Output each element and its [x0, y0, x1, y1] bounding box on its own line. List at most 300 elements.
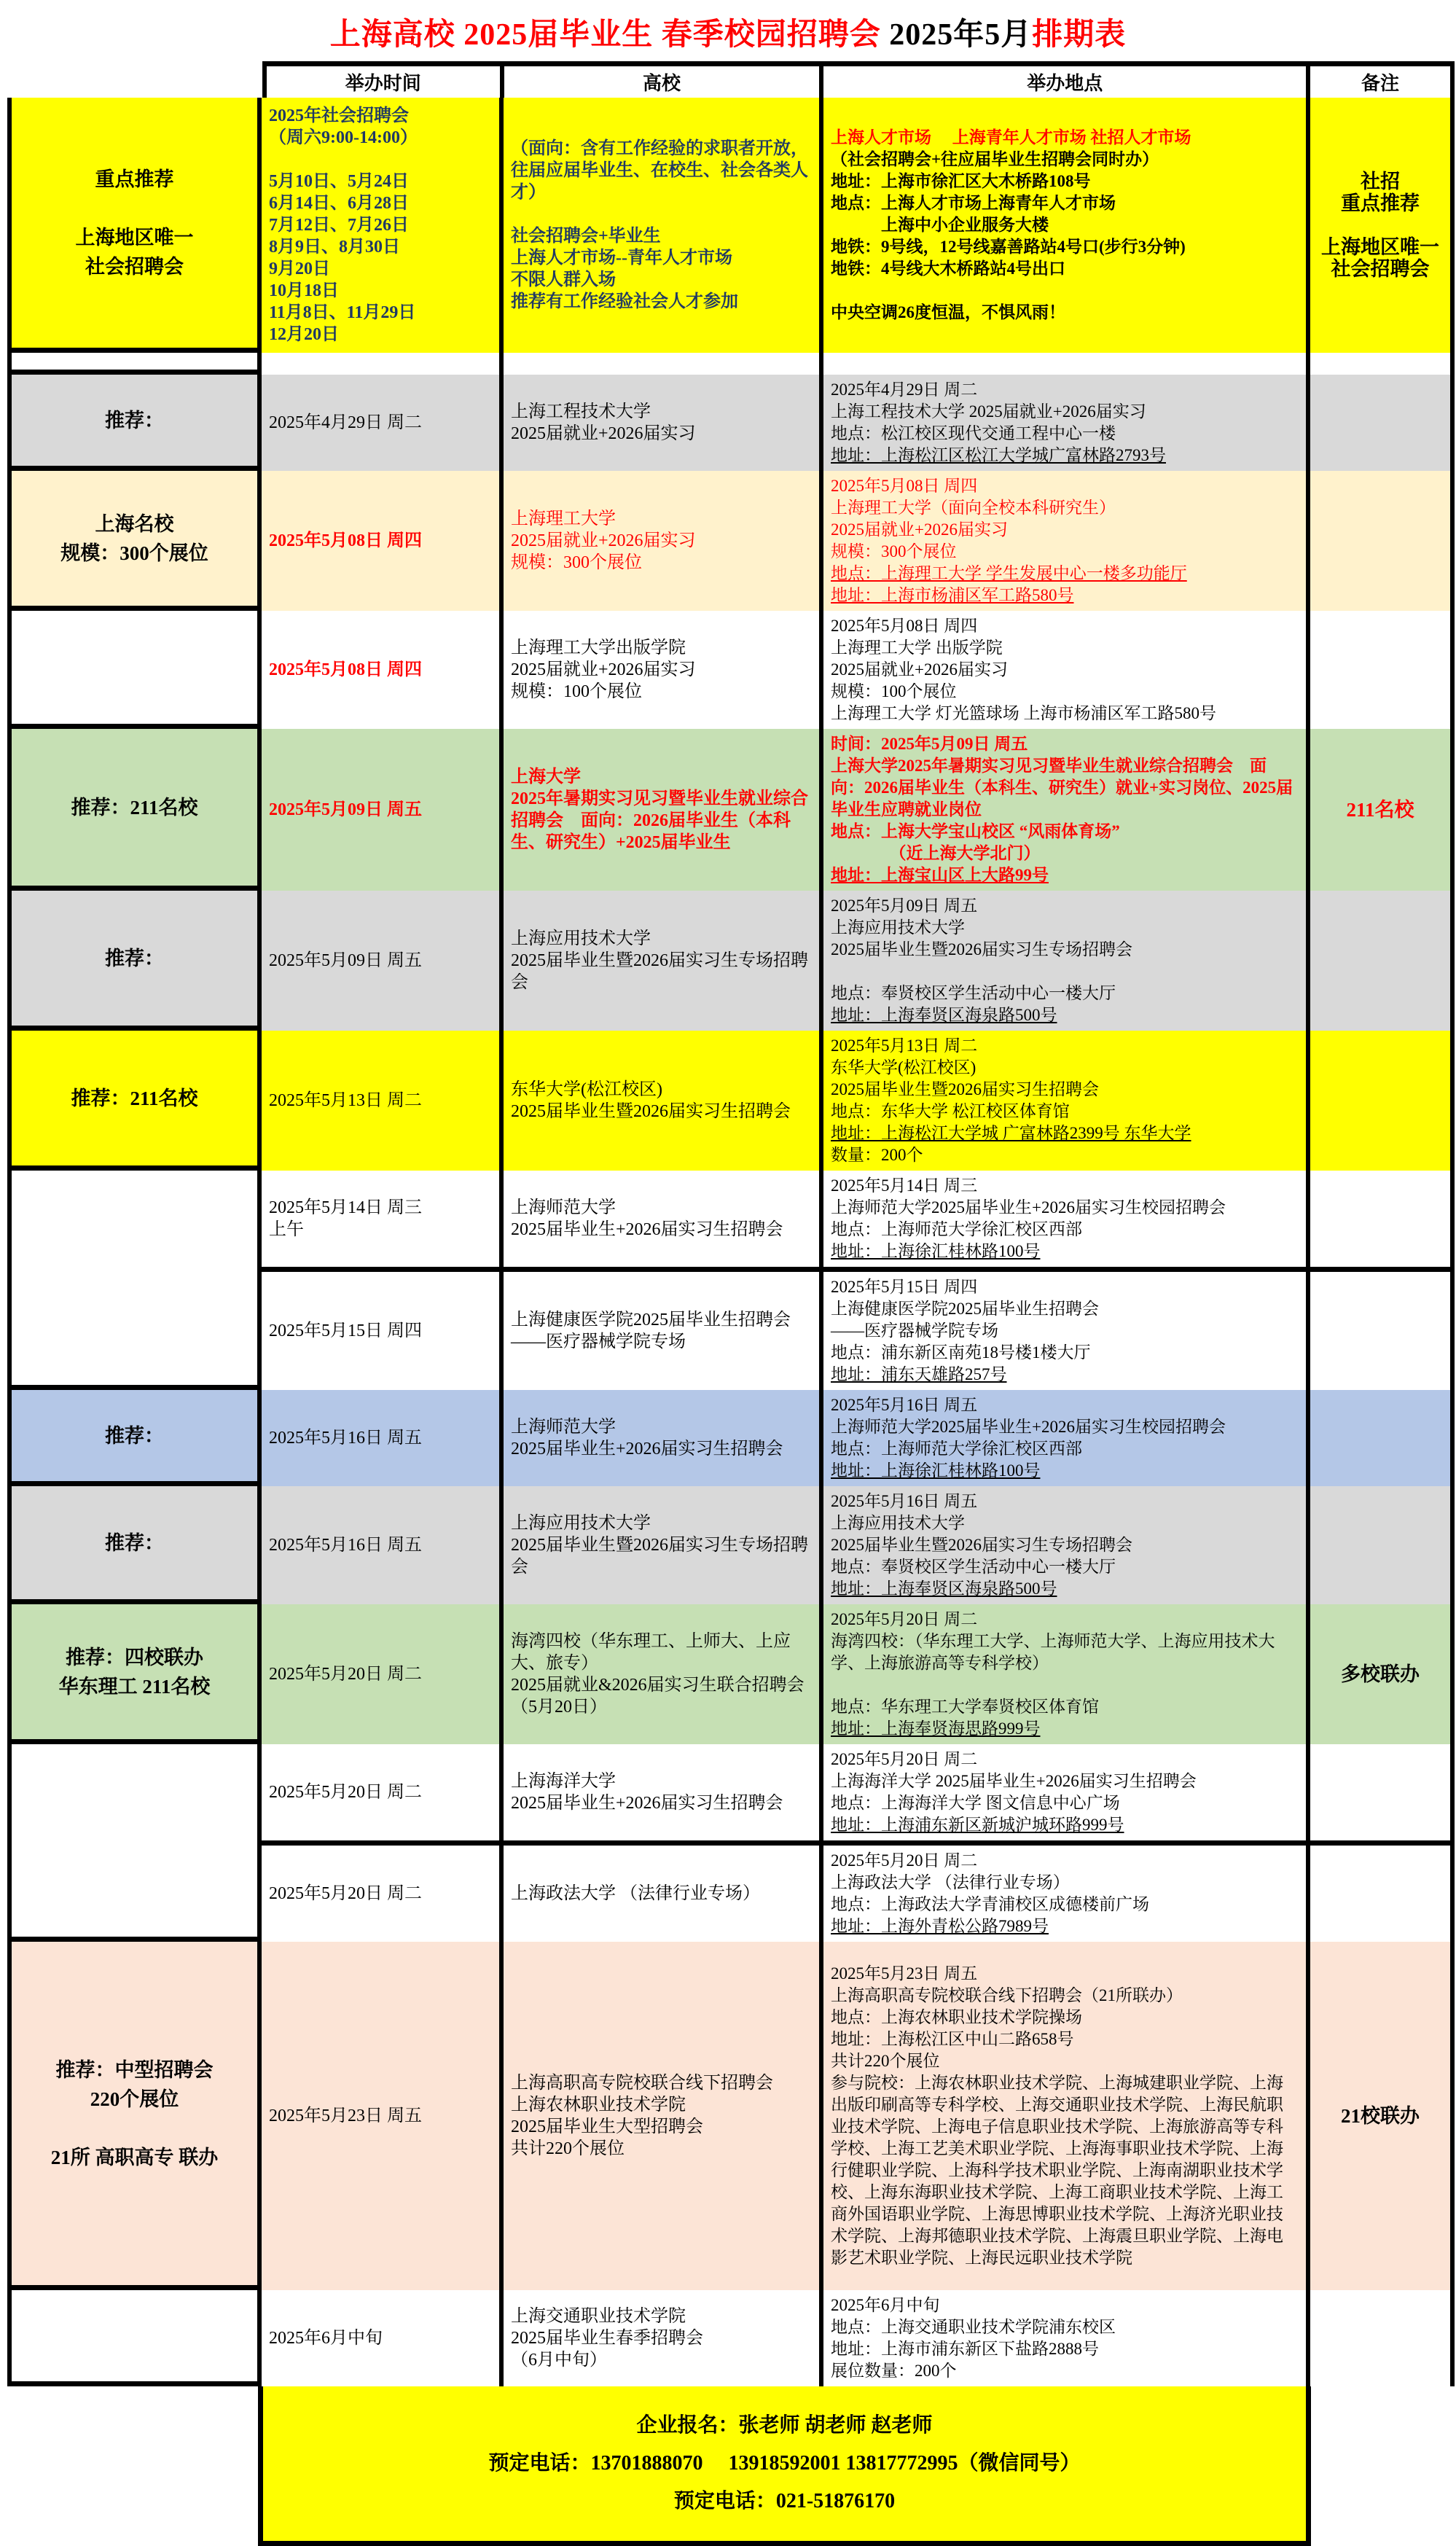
cell-school: [504, 611, 823, 729]
text-line: 上海大学: [511, 768, 581, 786]
recommend-cell: [7, 2290, 262, 2386]
cell-location: [823, 891, 1310, 1031]
text-line: 7月12日、7月26日: [269, 216, 409, 235]
cell-time: [262, 1744, 504, 1840]
text-line: 220个展位: [90, 2088, 179, 2110]
text-line: 2025年5月08日 周四: [831, 617, 978, 635]
text-line: 2025年5月15日 周四: [831, 1278, 978, 1296]
cell-time: [262, 729, 504, 891]
text-line: 2025届毕业生暨2026届实习生招聘会: [831, 1080, 1099, 1098]
text-line: 地址：上海松江大学城 广富林路2399号 东华大学: [831, 1124, 1191, 1142]
cell-school: [504, 1744, 823, 1840]
text-line: （6月中旬）: [511, 2351, 607, 2370]
group-rows: [262, 353, 1455, 375]
cell-time: [262, 2290, 504, 2386]
text-line: 规模：300个展位: [60, 542, 208, 564]
cell-note: [1310, 98, 1455, 353]
text-line: 海湾四校：（华东理工大学、上海师范大学、上海应用技术大学、上海旅游高等专科学校）: [831, 1632, 1275, 1672]
recommend-cell: [7, 471, 262, 611]
text-line: [1378, 214, 1383, 236]
text-line: 地点：上海师范大学徐汇校区西部: [831, 1220, 1082, 1238]
cell-location: [823, 471, 1310, 611]
cell-time: [262, 1942, 504, 2290]
recommend-cell: [7, 375, 262, 471]
group-rows: [262, 1744, 1455, 1942]
table-row: [262, 1604, 1455, 1744]
text-line: 上午: [269, 1220, 304, 1239]
text-line: 上海工程技术大学 2025届就业+2026届实习: [831, 402, 1146, 421]
text-line: 中央空调26度恒温，不惧风雨！: [831, 303, 1065, 321]
text-line: 上海地区唯一社会招聘会: [1321, 236, 1439, 280]
group-rows: [262, 2290, 1455, 2386]
text-line: 地铁：4号线大木桥路站4号出口: [831, 259, 1065, 278]
text-line: 地址：上海松江区中山二路658号: [831, 2030, 1074, 2048]
text-line: 上海健康医学院2025届毕业生招聘会: [831, 1300, 1099, 1318]
cell-school: [504, 1486, 823, 1604]
recommend-cell: [7, 1942, 262, 2290]
text-line: 推荐：211名校: [71, 1087, 198, 1109]
text-line: 地点：上海师范大学徐汇校区西部: [831, 1440, 1082, 1458]
text-line: 社招: [1361, 171, 1400, 192]
table-row: [262, 1267, 1455, 1390]
cell-school: [504, 98, 823, 353]
text-line: 地址：上海松江区松江大学城广富林路2793号: [831, 446, 1166, 464]
text-line: 2025年5月23日 周五: [831, 1964, 978, 1983]
text-line: 社会招聘会: [85, 255, 184, 278]
text-line: 地址：上海市杨浦区军工路580号: [831, 586, 1074, 604]
cell-school: [504, 1272, 823, 1390]
text-line: 2025年5月20日 周二: [831, 1750, 978, 1768]
table-row: [262, 729, 1455, 891]
text-line: 2025届就业+2026届实习: [831, 660, 1008, 679]
row-group: [7, 353, 1455, 375]
text-line: 地址：上海浦东新区新城沪城环路999号: [831, 1816, 1124, 1834]
row-group: [7, 375, 1455, 471]
cell-note: [1310, 375, 1455, 471]
text-line: 21校联办: [1341, 2105, 1420, 2127]
table-row: [262, 353, 1455, 375]
text-line: 10月18日: [269, 281, 339, 300]
text-line: 上海高职高专院校联合线下招聘会（21所联办）: [831, 1986, 1183, 2004]
cell-location: [823, 1272, 1310, 1390]
text-line: 上海海洋大学 2025届毕业生+2026届实习生招聘会: [831, 1772, 1197, 1790]
text-line: 2025年5月20日 周二: [269, 1665, 422, 1684]
row-group: [7, 1744, 1455, 1942]
table-row: [262, 2290, 1455, 2386]
table-row: [262, 98, 1455, 353]
group-rows: [262, 1171, 1455, 1390]
text-line: 地点：上海海洋大学 图文信息中心广场: [831, 1794, 1120, 1812]
text-line: 地址：上海徐汇桂林路100号: [831, 1461, 1041, 1480]
group-rows: [262, 1031, 1455, 1171]
text-line: 海湾四校（华东理工、上师大、上应大、旅专）: [511, 1632, 791, 1673]
text-line: 共计220个展位: [511, 2139, 625, 2158]
text-line: 重点推荐: [1341, 192, 1420, 214]
text-line: 推荐有工作经验社会人才参加: [511, 292, 738, 311]
text-line: 2025年5月09日 周五: [269, 951, 422, 970]
table-row: [262, 471, 1455, 611]
text-line: 2025届就业+2026届实习: [511, 424, 696, 443]
cell-location: [823, 1171, 1310, 1267]
recommend-cell: [7, 1390, 262, 1486]
text-line: 2025届毕业生暨2026届实习生专场招聘会: [831, 1536, 1132, 1554]
text-line: 地址：上海市浦东新区下盐路2888号: [831, 2340, 1099, 2358]
text-line: 上海应用技术大学: [511, 929, 651, 948]
text-line: ——医疗器械学院专场: [831, 1321, 998, 1340]
recommend-cell: [7, 729, 262, 891]
cell-time: [262, 375, 504, 471]
row-group: [7, 1390, 1455, 1486]
text-line: 规模：300个展位: [831, 542, 957, 561]
text-line: 上海高职高专院校联合线下招聘会: [511, 2074, 773, 2093]
text-line: 2025年6月中旬: [831, 2296, 940, 2314]
text-line: 上海理工大学 出版学院: [831, 639, 1003, 657]
text-line: 推荐：: [105, 409, 164, 432]
cell-location: [823, 611, 1310, 729]
text-line: 2025届就业+2026届实习: [831, 520, 1008, 539]
cell-school: [504, 1031, 823, 1171]
text-line: 12月20日: [269, 325, 339, 344]
schedule-table: [7, 61, 1455, 2386]
cell-note: [1310, 1031, 1455, 1171]
text-line: 2025年5月16日 周五: [831, 1396, 978, 1414]
footer-phones-line: 预定电话：13701888070 13918592001 13817772995（微信同号）: [488, 2452, 1081, 2475]
text-line: 2025年社会招聘会: [269, 106, 409, 125]
recommend-cell: [7, 98, 262, 353]
cell-note: [1310, 1942, 1455, 2290]
header-left-spacer: [7, 61, 262, 98]
text-line: 地点：上海人才市场上海青年人才市场: [831, 194, 1116, 212]
text-line: 上海地区唯一: [75, 226, 194, 249]
cell-note: [1310, 1171, 1455, 1267]
text-line: 地点：上海大学宝山校区 “风雨体育场”: [831, 822, 1120, 840]
text-line: 地点：东华大学 松江校区体育馆: [831, 1102, 1070, 1120]
header-col-location: 举办地点: [823, 61, 1310, 98]
text-line: 不限人群入场: [511, 270, 616, 289]
text-line: 2025年5月13日 周二: [269, 1091, 422, 1110]
text-line: 2025年5月20日 周二: [269, 1783, 422, 1802]
text-line: 地点：上海政法大学青浦校区成德楼前广场: [831, 1895, 1149, 1913]
cell-location: [823, 98, 1310, 353]
text-line: 规模：100个展位: [831, 682, 957, 700]
text-line: 上海海洋大学: [511, 1772, 616, 1791]
text-line: 地点：上海农林职业技术学院操场: [831, 2008, 1082, 2026]
text-line: 上海师范大学2025届毕业生+2026届实习生校园招聘会: [831, 1418, 1226, 1436]
table-header-row: [7, 61, 1455, 98]
table-row: [262, 1486, 1455, 1604]
recommend-cell: [7, 1744, 262, 1942]
text-line: 地铁：9号线，12号线嘉善路站4号口(步行3分钟): [831, 238, 1186, 256]
text-line: 2025年5月08日 周四: [269, 531, 422, 550]
cell-school: [504, 1171, 823, 1267]
text-line: 推荐：中型招聘会: [55, 2058, 214, 2081]
group-rows: [262, 98, 1455, 353]
text-line: [269, 149, 492, 171]
cell-school: [504, 471, 823, 611]
cell-location: [823, 353, 1310, 375]
cell-note: [1310, 611, 1455, 729]
text-line: 地点：松江校区现代交通工程中心一楼: [831, 424, 1116, 442]
text-line: 地址：上海徐汇桂林路100号: [831, 1242, 1041, 1260]
recommend-cell: [7, 1031, 262, 1171]
text-line: 2025年4月29日 周二: [269, 413, 422, 432]
text-line: 上海理工大学 灯光篮球场 上海市杨浦区军工路580号: [831, 704, 1216, 722]
text-line: 上海师范大学: [511, 1198, 616, 1217]
text-line: 11月8日、11月29日: [269, 303, 416, 322]
table-row: [262, 1031, 1455, 1171]
text-line: 上海应用技术大学: [831, 918, 965, 937]
header-col-school: 高校: [504, 61, 824, 98]
cell-time: [262, 1031, 504, 1171]
text-line: 上海健康医学院2025届毕业生招聘会: [511, 1311, 791, 1329]
cell-time: [262, 1390, 504, 1486]
text-line: 9月20日: [269, 259, 330, 278]
text-line: 2025年暑期实习见习暨毕业生就业综合招聘会 面向：2026届毕业生（本科生、研究生）+2025届毕业生: [511, 789, 808, 852]
text-line: 2025届毕业生+2026届实习生招聘会: [511, 1794, 783, 1813]
text-line: [831, 961, 1299, 983]
text-line: 地址：上海宝山区上大路99号: [831, 866, 1049, 884]
text-line: 上海政法大学 （法律行业专场）: [511, 1884, 760, 1903]
cell-note: [1310, 353, 1455, 375]
group-rows: [262, 891, 1455, 1031]
group-rows: [262, 1942, 1455, 2290]
text-line: 上海理工大学: [511, 509, 616, 528]
text-line: 2025年5月20日 周二: [831, 1610, 978, 1628]
text-line: 东华大学(松江校区): [831, 1058, 976, 1077]
cell-time: [262, 891, 504, 1031]
text-line: 2025年5月08日 周四: [831, 477, 978, 495]
cell-note: [1310, 1744, 1455, 1840]
title-main: 上海高校 2025届毕业生 春季校园招聘会: [329, 18, 890, 52]
text-line: 华东理工 211名校: [58, 1675, 211, 1698]
text-line: 地点：奉贤校区学生活动中心一楼大厅: [831, 1558, 1116, 1576]
text-line: 地址：浦东天雄路257号: [831, 1365, 1007, 1383]
table-row: [262, 375, 1455, 471]
row-group: [7, 2290, 1455, 2386]
text-line: 上海交通职业技术学院: [511, 2307, 686, 2326]
text-line: 上海理工大学（面向全校本科研究生）: [831, 499, 1116, 517]
row-group: [7, 1031, 1455, 1171]
text-line: ——医疗器械学院专场: [511, 1332, 686, 1351]
cell-location: [823, 1942, 1310, 2290]
text-line: 2025年4月29日 周二: [831, 380, 978, 399]
text-line: 2025届就业+2026届实习: [511, 531, 696, 550]
text-line: 地址：上海奉贤区海泉路500号: [831, 1579, 1057, 1598]
table-row: [262, 1942, 1455, 2290]
text-line: 2025年5月16日 周五: [269, 1536, 422, 1555]
text-line: 2025届毕业生暨2026届实习生专场招聘会: [511, 1536, 808, 1577]
group-rows: [262, 1486, 1455, 1604]
recommend-cell: [7, 611, 262, 729]
cell-location: [823, 1390, 1310, 1486]
text-line: 211名校: [1346, 799, 1414, 821]
text-line: 上海师范大学: [511, 1418, 616, 1437]
text-line: 2025年5月16日 周五: [269, 1429, 422, 1448]
cell-location: [823, 1031, 1310, 1171]
text-line: 2025届毕业生春季招聘会: [511, 2329, 703, 2348]
table-body: [7, 98, 1455, 2386]
cell-school: [504, 891, 823, 1031]
text-line: [831, 1674, 1299, 1696]
cell-location: [823, 375, 1310, 471]
row-group: [7, 98, 1455, 353]
text-line: 2025届就业&2026届实习生联合招聘会（5月20日）: [511, 1676, 805, 1717]
footer-contact-box: [258, 2386, 1311, 2546]
cell-location: [823, 1604, 1310, 1744]
group-rows: [262, 1604, 1455, 1744]
cell-time: [262, 1171, 504, 1267]
cell-school: [504, 1390, 823, 1486]
cell-note: [1310, 1272, 1455, 1390]
text-line: 2025届就业+2026届实习: [511, 660, 696, 679]
title-suffix: 排期表: [1032, 18, 1127, 52]
cell-time: [262, 611, 504, 729]
group-rows: [262, 729, 1455, 891]
row-group: [7, 1942, 1455, 2290]
title-month: 2025年5月: [889, 18, 1033, 52]
table-row: [262, 611, 1455, 729]
recommend-cell: [7, 891, 262, 1031]
table-row: [262, 891, 1455, 1031]
text-line: （周六9:00-14:00）: [269, 128, 418, 147]
group-rows: [262, 1390, 1455, 1486]
text-line: 上海农林职业技术学院: [511, 2096, 686, 2114]
cell-school: [504, 729, 823, 891]
text-line: 地址：上海奉贤海思路999号: [831, 1719, 1041, 1738]
table-row: [262, 1840, 1455, 1942]
text-line: [17, 2114, 251, 2143]
cell-note: [1310, 471, 1455, 611]
text-line: 2025年5月14日 周三: [831, 1176, 978, 1195]
text-line: 数量：200个: [831, 1146, 923, 1164]
group-rows: [262, 611, 1455, 729]
text-line: 推荐：四校联办: [66, 1646, 203, 1668]
text-line: 2025年5月09日 周五: [269, 800, 422, 819]
text-line: 上海师范大学2025届毕业生+2026届实习生校园招聘会: [831, 1198, 1226, 1217]
text-line: 21所 高职高专 联办: [50, 2146, 219, 2168]
cell-location: [823, 2290, 1310, 2386]
text-line: 上海应用技术大学: [831, 1514, 965, 1532]
cell-note: [1310, 729, 1455, 891]
footer-landline-line: 预定电话：021-51876170: [673, 2490, 896, 2512]
text-line: 多校联办: [1341, 1663, 1420, 1685]
cell-location: [823, 1744, 1310, 1840]
row-group: [7, 611, 1455, 729]
text-line: 共计220个展位: [831, 2052, 940, 2070]
text-line: 2025届毕业生暨2026届实习生招聘会: [511, 1102, 791, 1121]
cell-location: [823, 1846, 1310, 1942]
cell-school: [504, 1846, 823, 1942]
text-line: 时间：2025年5月09日 周五: [831, 735, 1028, 753]
cell-time: [262, 1272, 504, 1390]
page-title: [0, 0, 1456, 61]
table-row: [262, 1744, 1455, 1840]
text-line: 上海人才市场 上海青年人才市场 社招人才市场: [831, 128, 1191, 147]
text-line: 2025年5月20日 周二: [269, 1884, 422, 1903]
text-line: 地点：上海理工大学 学生发展中心一楼多功能厅: [831, 564, 1187, 582]
row-group: [7, 471, 1455, 611]
text-line: 参与院校：上海农林职业技术学院、上海城建职业学院、上海出版印刷高等专科学校、上海交通职业技术学院、上海民航职业技术学院、上海电子信息职业技术学院、上海旅游高等专科学校、上海工艺美术职业学院、上海海事职业技术学院、上海行健职业学院、上海科学技术职业学院、上海南湖职业技术学校、上海东海职业技术学院、上海工商职业技术学院、上海工商外国语职业学院、上海思博职业技术学院、上海济光职业技术学院、上海邦德职业技术学院、上海震旦职业学院、上海电影艺术职业学院、上海民远职业技术学院: [831, 2074, 1283, 2267]
text-line: 地点：浦东新区南苑18号楼1楼大厅: [831, 1343, 1091, 1362]
text-line: 2025届毕业生暨2026届实习生专场招聘会: [511, 951, 808, 992]
cell-note: [1310, 1604, 1455, 1744]
text-line: 2025年5月08日 周四: [269, 660, 422, 679]
recommend-cell: [7, 1486, 262, 1604]
row-group: [7, 891, 1455, 1031]
text-line: 2025年5月23日 周五: [269, 2106, 422, 2125]
cell-time: [262, 1486, 504, 1604]
text-line: 上海理工大学出版学院: [511, 639, 686, 657]
text-line: （近上海大学北门）: [831, 844, 1041, 862]
text-line: 上海工程技术大学: [511, 402, 651, 421]
text-line: 2025年5月13日 周二: [831, 1036, 978, 1055]
text-line: 6月14日、6月28日: [269, 194, 409, 213]
cell-note: [1310, 1390, 1455, 1486]
text-line: 2025届毕业生暨2026届实习生专场招聘会: [831, 940, 1132, 958]
text-line: 2025年5月20日 周二: [831, 1851, 978, 1870]
text-line: 上海人才市场--青年人才市场: [511, 249, 732, 268]
header-col-note: 备注: [1310, 61, 1455, 98]
text-line: 推荐：: [105, 1531, 164, 1554]
text-line: 推荐：211名校: [71, 796, 198, 819]
text-line: 上海大学2025年暑期实习见习暨毕业生就业综合招聘会 面向：2026届毕业生（本科生、研究生）就业+实习岗位、2025届毕业生应聘就业岗位: [831, 757, 1293, 819]
text-line: 5月10日、5月24日: [269, 172, 409, 191]
text-line: 规模：100个展位: [511, 682, 642, 701]
header-col-time: 举办时间: [262, 61, 504, 98]
cell-note: [1310, 891, 1455, 1031]
row-group: [7, 1604, 1455, 1744]
text-line: 2025年5月16日 周五: [831, 1492, 978, 1510]
footer-signup-line: 企业报名：张老师 胡老师 赵老师: [636, 2414, 933, 2437]
group-rows: [262, 471, 1455, 611]
recommend-cell: [7, 1604, 262, 1744]
text-line: 2025年5月09日 周五: [831, 897, 978, 915]
table-row: [262, 1390, 1455, 1486]
text-line: 地址：上海市徐汇区大木桥路108号: [831, 172, 1091, 190]
cell-note: [1310, 1846, 1455, 1942]
cell-school: [504, 1942, 823, 2290]
cell-school: [504, 375, 823, 471]
text-line: 2025年5月14日 周三: [269, 1198, 422, 1217]
text-line: 地址：上海奉贤区海泉路500号: [831, 1006, 1057, 1024]
cell-school: [504, 2290, 823, 2386]
cell-note: [1310, 2290, 1455, 2386]
cell-time: [262, 1846, 504, 1942]
text-line: [17, 194, 251, 223]
text-line: 上海中小企业服务大楼: [831, 216, 1049, 234]
recommend-cell: [7, 353, 262, 375]
row-group: [7, 1171, 1455, 1390]
cell-time: [262, 471, 504, 611]
text-line: 推荐：: [105, 947, 164, 969]
table-row: [262, 1171, 1455, 1267]
text-line: 地点：上海交通职业技术学院浦东校区: [831, 2318, 1116, 2336]
cell-location: [823, 729, 1310, 891]
cell-time: [262, 353, 504, 375]
text-line: 2025届毕业生+2026届实习生招聘会: [511, 1220, 783, 1239]
text-line: 2025年5月15日 周四: [269, 1321, 422, 1340]
text-line: 东华大学(松江校区): [511, 1080, 662, 1099]
cell-note: [1310, 1486, 1455, 1604]
text-line: [511, 203, 812, 225]
cell-time: [262, 1604, 504, 1744]
text-line: 展位数量：200个: [831, 2362, 957, 2380]
text-line: 上海名校: [95, 512, 174, 535]
cell-school: [504, 1604, 823, 1744]
text-line: 8月9日、8月30日: [269, 238, 400, 257]
recommend-cell: [7, 1171, 262, 1390]
text-line: 社会招聘会+毕业生: [511, 227, 661, 246]
